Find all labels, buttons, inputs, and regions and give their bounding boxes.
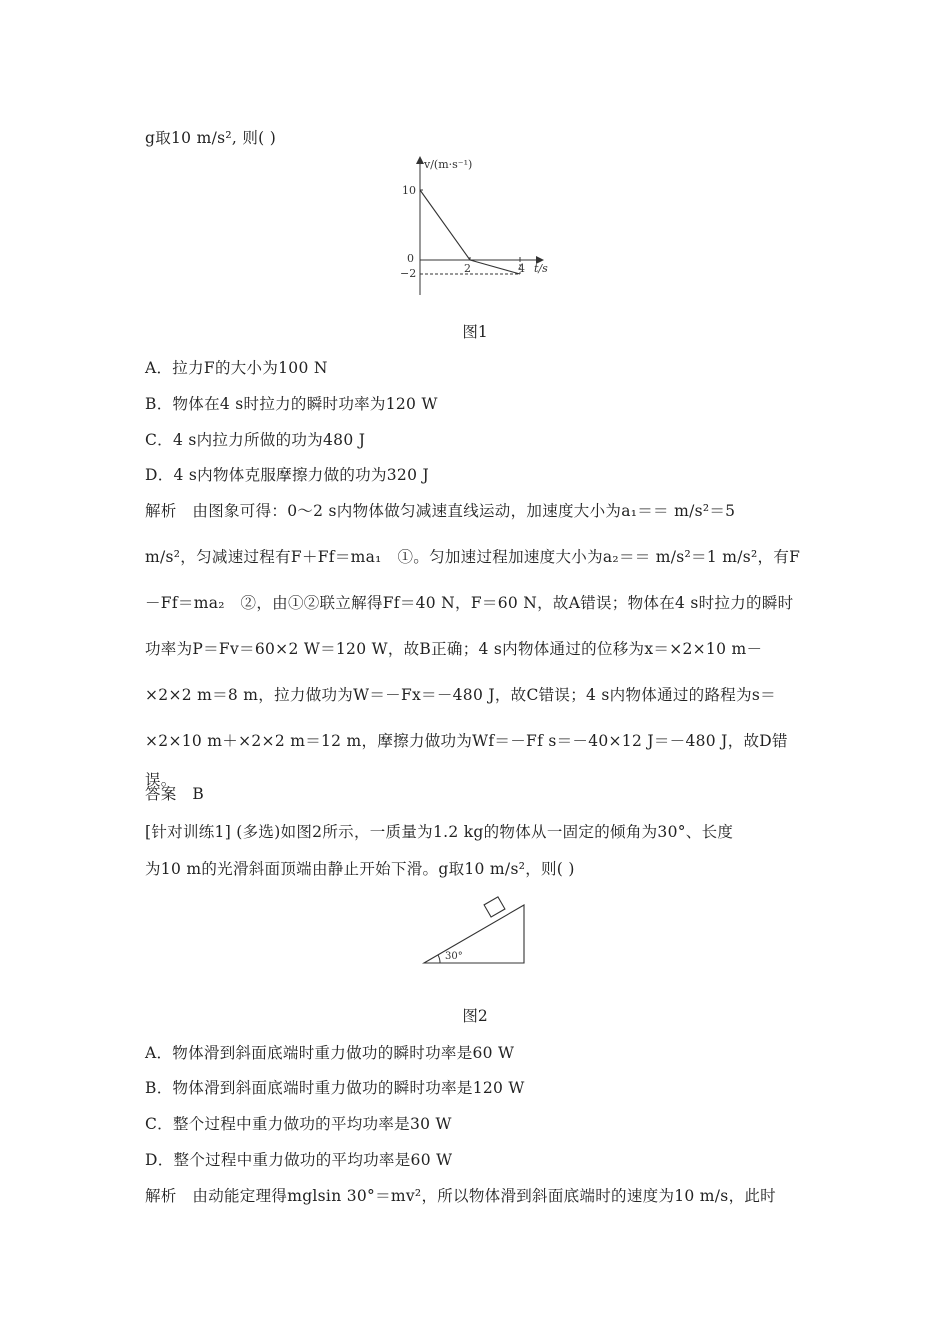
q2-option-d: D．整个过程中重力做功的平均功率是60 W: [145, 1151, 453, 1169]
answer-1: 答案 B: [145, 785, 205, 803]
block-on-incline: [484, 897, 505, 917]
q2-option-a: A．物体滑到斜面底端时重力做功的瞬时功率是60 W: [145, 1044, 515, 1062]
practice-line: [针对训练1] (多选)如图2所示，一质量为1.2 kg的物体从一固定的倾角为30°、长度: [145, 823, 734, 841]
practice-line: 为10 m的光滑斜面顶端由静止开始下滑。g取10 m/s²，则( ): [145, 860, 575, 878]
x-tick-label-2: 2: [464, 262, 471, 275]
analysis-1-line: ×2×10 m＋×2×2 m＝12 m，摩擦力做功为Wf＝－Ff s＝－40×12 J＝－480 J，故D错: [145, 732, 788, 750]
q1-option-d: D．4 s内物体克服摩擦力做的功为320 J: [145, 466, 429, 484]
figure-2-incline: [418, 895, 533, 970]
vt-series-segment: [470, 260, 520, 274]
y-axis-arrow-icon: [416, 156, 424, 164]
vt-series-segment: [420, 190, 470, 260]
y-axis-label: v/(m·s⁻¹): [424, 158, 473, 171]
analysis-1-line: ×2×2 m＝8 m，拉力做功为W＝－Fx＝－480 J，故C错误；4 s内物体通过的路程为s＝: [145, 686, 776, 704]
analysis-1-line: 功率为P＝Fv＝60×2 W＝120 W，故B正确；4 s内物体通过的位移为x＝×2×10 m－: [145, 640, 763, 658]
q1-option-b: B．物体在4 s时拉力的瞬时功率为120 W: [145, 395, 438, 413]
figure-1-vt-graph: [380, 150, 570, 300]
figure-1-caption: 图1: [462, 323, 488, 341]
analysis-1-line: 误。: [145, 771, 177, 789]
analysis-1-line: m/s²，匀减速过程有F＋Ff＝ma₁ ①。匀加速过程加速度大小为a₂＝＝ m/s²＝1 m/s²，有F: [145, 548, 801, 566]
x-axis-label: t/s: [534, 262, 548, 275]
analysis-2-line: 解析 由动能定理得mglsin 30°＝mv²，所以物体滑到斜面底端时的速度为10 m/s，此时: [145, 1187, 776, 1205]
angle-label: 30°: [445, 951, 463, 962]
q1-option-a: A．拉力F的大小为100 N: [145, 359, 328, 377]
q2-option-b: B．物体滑到斜面底端时重力做功的瞬时功率是120 W: [145, 1079, 525, 1097]
incline-triangle: [424, 905, 524, 963]
q1-option-c: C．4 s内拉力所做的功为480 J: [145, 431, 366, 449]
analysis-1-line: 解析 由图象可得：0～2 s内物体做匀减速直线运动，加速度大小为a₁＝＝ m/s²＝5: [145, 502, 736, 520]
y-tick-label-10: 10: [402, 184, 416, 197]
intro-line: g取10 m/s², 则( ): [145, 129, 277, 147]
angle-arc: [438, 955, 440, 963]
y-tick-label-0: 0: [407, 252, 414, 265]
q2-option-c: C．整个过程中重力做功的平均功率是30 W: [145, 1115, 452, 1133]
figure-2-caption: 图2: [462, 1007, 488, 1025]
analysis-1-line: －Ff＝ma₂ ②，由①②联立解得Ff＝40 N，F＝60 N，故A错误；物体在4 s时拉力的瞬时: [145, 594, 794, 612]
x-tick-label-4: 4: [518, 262, 525, 275]
y-tick-label-neg2: −2: [400, 267, 417, 280]
